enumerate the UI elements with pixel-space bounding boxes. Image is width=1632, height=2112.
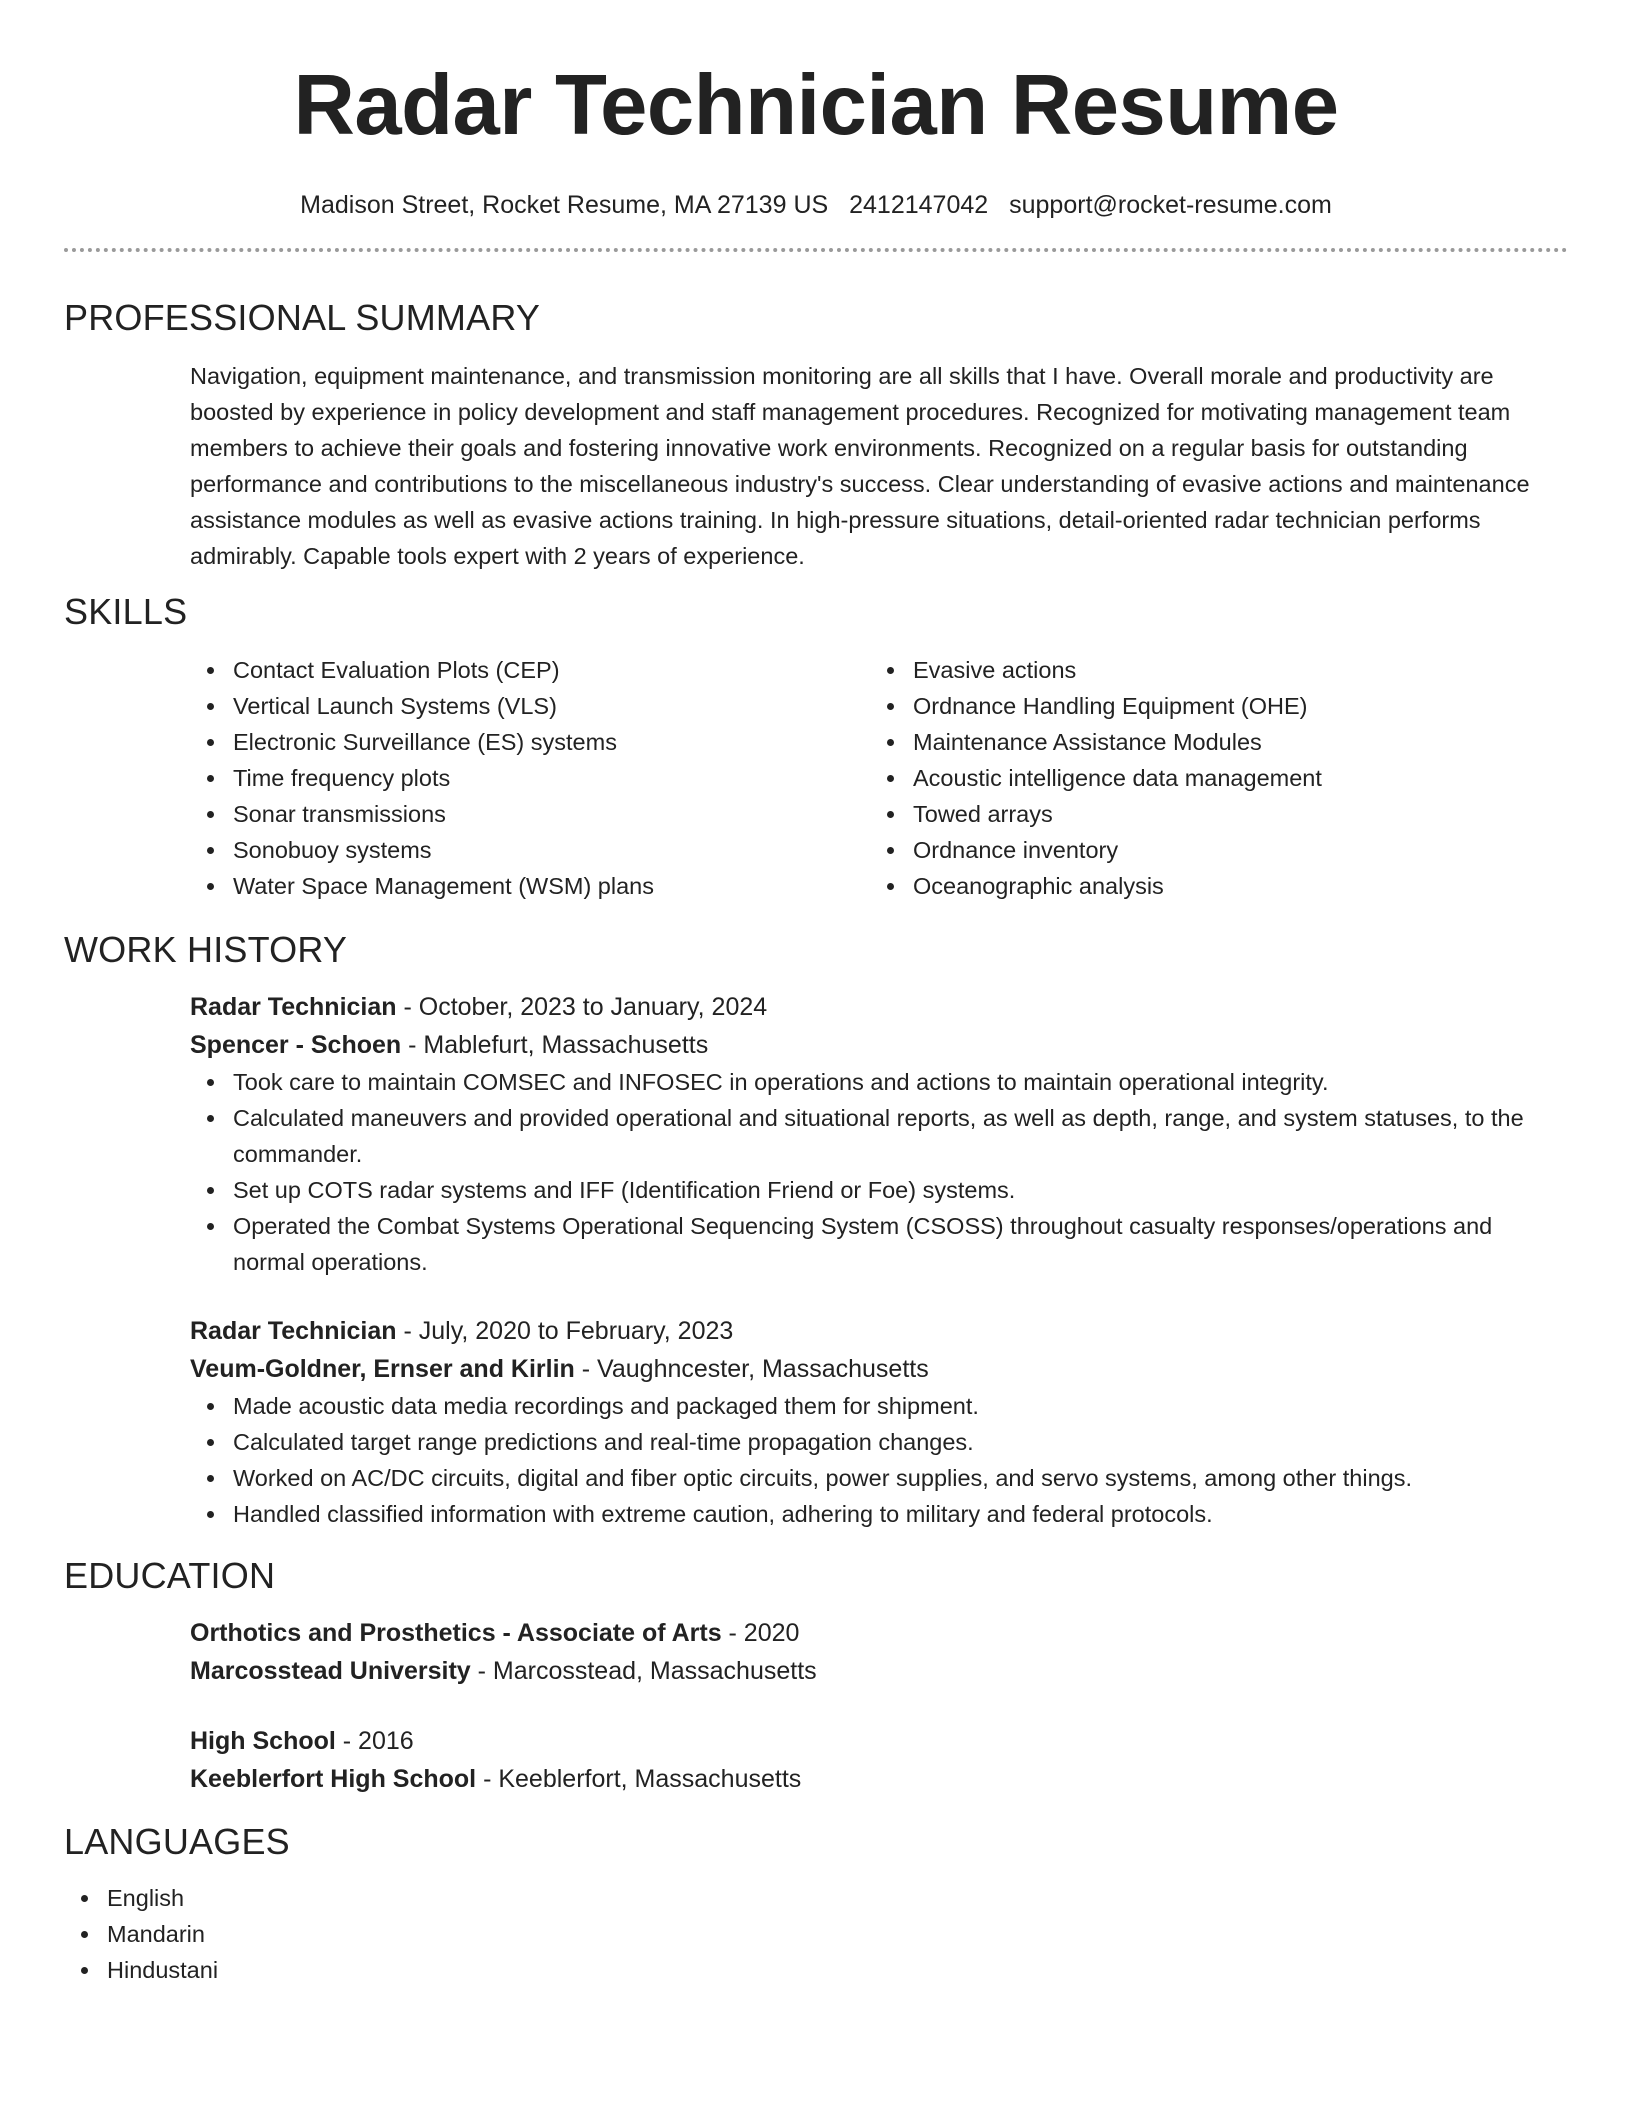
header-divider xyxy=(64,248,1568,252)
education-school: Keeblerfort High School xyxy=(190,1765,477,1793)
skill-item: Water Space Management (WSM) plans xyxy=(190,868,870,904)
education-entry xyxy=(190,1614,1568,1690)
job-company: Veum-Goldner, Ernser and Kirlin xyxy=(190,1355,575,1383)
summary-heading: PROFESSIONAL SUMMARY xyxy=(64,297,541,338)
job-company-line xyxy=(190,1350,1568,1388)
skill-item: Time frequency plots xyxy=(190,760,870,796)
skills-heading: SKILLS xyxy=(64,591,188,632)
education-degree-line xyxy=(190,1722,1568,1760)
work-heading: WORK HISTORY xyxy=(64,929,348,970)
job-entry xyxy=(190,1312,1568,1532)
job-duties xyxy=(190,1388,1568,1532)
skill-item: Maintenance Assistance Modules xyxy=(870,724,1550,760)
job-duty: Operated the Combat Systems Operational Sequencing System (CSOSS) throughout casualty responses/operations and normal operations. xyxy=(190,1208,1568,1280)
job-duty: Handled classified information with extreme caution, adhering to military and federal protocols. xyxy=(190,1496,1568,1532)
skill-item: Evasive actions xyxy=(870,652,1550,688)
job-dates: - October, 2023 to January, 2024 xyxy=(396,993,768,1021)
skills-column-left xyxy=(190,652,870,904)
contact-phone: 2412147042 xyxy=(849,191,989,219)
education-entry xyxy=(190,1722,1568,1798)
education-school-line xyxy=(190,1652,1568,1690)
summary-text: Navigation, equipment maintenance, and transmission monitoring are all skills that I have. Overall morale and productivity are boosted by experience in policy development and staff management procedures. Recognized for motivating management team members to achieve their goals and fostering innovative work environments. Recognized on a regular basis for outstanding performance and contributions to the miscellaneous industry's success. Clear understanding of evasive actions and maintenance assistance modules as well as evasive actions training. In high-pressure situations, detail-oriented radar technician performs admirably. Capable tools expert with 2 years of experience. xyxy=(190,363,1530,569)
job-title: Radar Technician xyxy=(190,1317,397,1345)
contact-address: Madison Street, Rocket Resume, MA 27139 US xyxy=(300,191,829,219)
job-entry xyxy=(190,988,1568,1280)
education-degree: High School xyxy=(190,1727,336,1755)
skill-item: Sonar transmissions xyxy=(190,796,870,832)
job-duty: Calculated target range predictions and real-time propagation changes. xyxy=(190,1424,1568,1460)
languages-heading: LANGUAGES xyxy=(64,1821,290,1862)
job-company-line xyxy=(190,1026,1568,1064)
skill-item: Contact Evaluation Plots (CEP) xyxy=(190,652,870,688)
skill-item: Acoustic intelligence data management xyxy=(870,760,1550,796)
language-item: Mandarin xyxy=(64,1916,1568,1952)
contact-email: support@rocket-resume.com xyxy=(1009,191,1332,219)
resume-title: Radar Technician Resume xyxy=(293,58,1339,153)
skill-item: Ordnance Handling Equipment (OHE) xyxy=(870,688,1550,724)
education-year: - 2016 xyxy=(335,1727,414,1755)
job-duties xyxy=(190,1064,1568,1280)
skill-item: Vertical Launch Systems (VLS) xyxy=(190,688,870,724)
education-school-line xyxy=(190,1760,1568,1798)
skill-item: Towed arrays xyxy=(870,796,1550,832)
job-duty: Made acoustic data media recordings and packaged them for shipment. xyxy=(190,1388,1568,1424)
language-item: Hindustani xyxy=(64,1952,1568,1988)
education-degree: Orthotics and Prosthetics - Associate of Arts xyxy=(190,1619,722,1647)
job-title: Radar Technician xyxy=(190,993,397,1021)
education-location: - Keeblerfort, Massachusetts xyxy=(476,1765,802,1793)
education-school: Marcosstead University xyxy=(190,1657,471,1685)
job-duty: Calculated maneuvers and provided operational and situational reports, as well as depth, range, and system statuses, to the commander. xyxy=(190,1100,1568,1172)
resume-page xyxy=(64,0,1568,1988)
job-dates: - July, 2020 to February, 2023 xyxy=(396,1317,734,1345)
languages-list xyxy=(64,1880,1568,1988)
education-degree-line xyxy=(190,1614,1568,1652)
skills-list xyxy=(190,652,1568,904)
skill-item: Sonobuoy systems xyxy=(190,832,870,868)
job-duty: Worked on AC/DC circuits, digital and fiber optic circuits, power supplies, and servo systems, among other things. xyxy=(190,1460,1568,1496)
education-year: - 2020 xyxy=(721,1619,800,1647)
job-title-line xyxy=(190,1312,1568,1350)
job-location: - Mablefurt, Massachusetts xyxy=(401,1031,709,1059)
job-title-line xyxy=(190,988,1568,1026)
contact-line xyxy=(64,188,1568,222)
job-company: Spencer - Schoen xyxy=(190,1031,402,1059)
education-location: - Marcosstead, Massachusetts xyxy=(470,1657,817,1685)
job-location: - Vaughncester, Massachusetts xyxy=(574,1355,929,1383)
education-heading: EDUCATION xyxy=(64,1555,276,1596)
job-duty: Took care to maintain COMSEC and INFOSEC in operations and actions to maintain operational integrity. xyxy=(190,1064,1568,1100)
language-item: English xyxy=(64,1880,1568,1916)
job-duty: Set up COTS radar systems and IFF (Identification Friend or Foe) systems. xyxy=(190,1172,1568,1208)
skill-item: Ordnance inventory xyxy=(870,832,1550,868)
skills-column-right xyxy=(870,652,1550,904)
skill-item: Oceanographic analysis xyxy=(870,868,1550,904)
skill-item: Electronic Surveillance (ES) systems xyxy=(190,724,870,760)
